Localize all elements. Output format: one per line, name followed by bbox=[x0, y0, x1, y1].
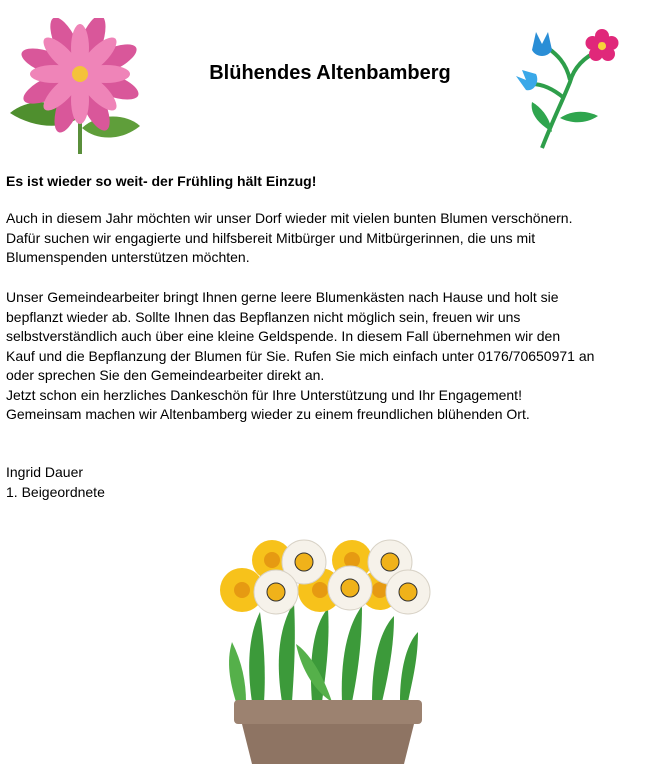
signature-name: Ingrid Dauer bbox=[6, 464, 84, 480]
flower-pot-daisies-icon bbox=[212, 532, 442, 769]
text-line: Kauf und die Bepflanzung der Blumen für Sie. Rufen Sie mich einfach unter 0176/70650971 an bbox=[6, 347, 595, 364]
signature-role: 1. Beigeordnete bbox=[6, 483, 105, 500]
text-line: oder sprechen Sie den Gemeindearbeiter direkt an. bbox=[6, 367, 325, 383]
text-line: Dafür suchen wir engagierte und hilfsbereit Mitbürger und Mitbürgerinnen, die uns mit bbox=[6, 229, 536, 246]
page-title: Blühendes Altenbamberg bbox=[209, 62, 451, 84]
paragraph-details bbox=[6, 288, 656, 425]
text-line: Gemeinsam machen wir Altenbamberg wieder zu einem freundlichen blühenden Ort. bbox=[6, 406, 530, 422]
text-line: Blumenspenden unterstützen möchten. bbox=[6, 249, 250, 265]
signature bbox=[6, 463, 656, 502]
paragraph-intro bbox=[6, 209, 656, 268]
text-line: Jetzt schon ein herzliches Dankeschön für Ihre Unterstützung und Ihr Engagement! bbox=[6, 386, 522, 403]
subtitle: Es ist wieder so weit- der Frühling hält Einzug! bbox=[6, 173, 317, 189]
text-line: Unser Gemeindearbeiter bringt Ihnen gerne leere Blumenkästen nach Hause und holt sie bbox=[6, 289, 559, 305]
text-line: bepflanzt wieder ab. Sollte Ihnen das Bepflanzen nicht möglich sein, freuen wir uns bbox=[6, 308, 521, 325]
pink-flower-icon bbox=[8, 18, 148, 163]
text-line: selbstverständlich auch über eine kleine Geldspende. In diesem Fall übernehmen wir den bbox=[6, 328, 561, 344]
blue-pink-flowers-icon bbox=[512, 22, 622, 157]
text-line: Auch in diesem Jahr möchten wir unser Dorf wieder mit vielen bunten Blumen verschönern. bbox=[6, 210, 573, 226]
